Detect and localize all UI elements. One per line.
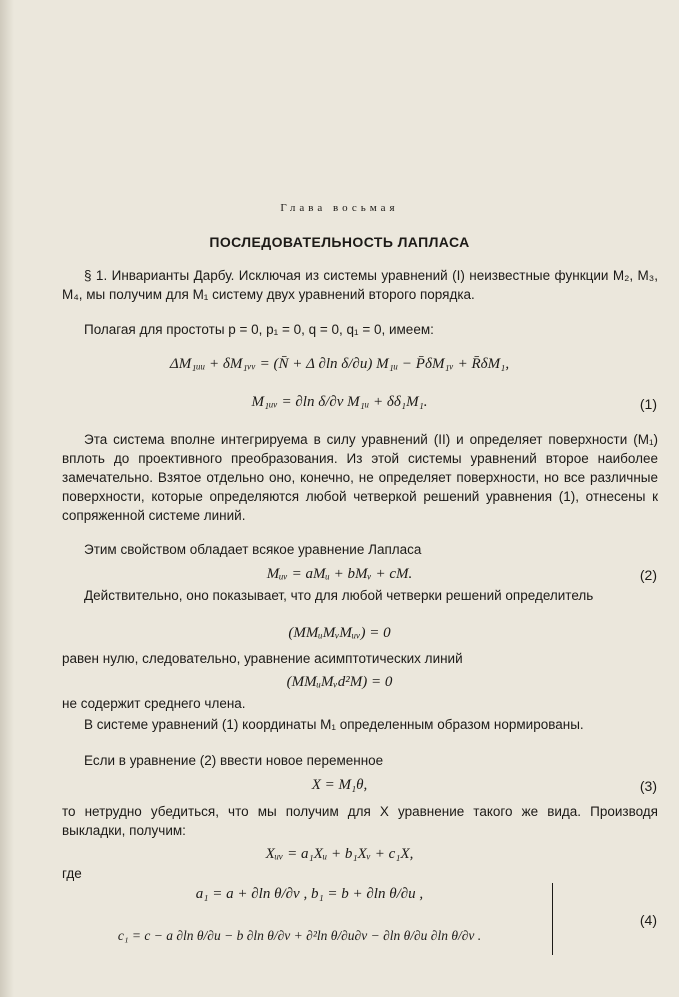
equation-number-3: (3) — [639, 778, 657, 794]
equation-determinant-2: (MMᵤMᵥd²M) = 0 — [286, 674, 393, 690]
paragraph-determinant: Действительно, оно показывает, что для любой четверки решений определитель — [84, 588, 594, 603]
line-zero: равен нулю, следовательно, уравнение асимптотических линий — [62, 651, 463, 666]
equation-determinant-1: (MMᵤMᵥMᵤᵥ) = 0 — [288, 625, 391, 641]
equation-number-2: (2) — [639, 567, 657, 583]
line-laplace-property: Этим свойством обладает всякое уравнение Лапласа — [84, 542, 422, 557]
equation-4a: a₁ = a + ∂ln θ/∂v , b₁ = b + ∂ln θ/∂u , — [195, 886, 424, 902]
equation-4b: c₁ = c − a ∂ln θ/∂u − b ∂ln θ/∂v + ∂²ln θ/∂u∂v − ∂ln θ/∂u ∂ln θ/∂v . — [117, 928, 482, 943]
line-new-variable: Если в уравнение (2) ввести новое переменное — [84, 753, 384, 768]
equation-x: Xᵤᵥ = a₁Xᵤ + b₁Xᵥ + c₁X, — [265, 846, 414, 862]
paragraph-system: Эта система вполне интегрируема в силу уравнений (II) и определяет поверхности (M₁) вплоть до проективного преобразования. Из этой системы уравнений второе наиболее замечательно. Взятое отдельно оно, конечно, не определяет поверхности, но все различные поверхности, которые определяются любой четверкой решений уравнения (1), отнесены к сопряженной системе линий. — [62, 432, 658, 523]
line-assumption: Полагая для простоты p = 0, p₁ = 0, q = 0, q₁ = 0, имеем: — [84, 322, 434, 337]
paragraph-normalized: В системе уравнений (1) координаты M₁ определенным образом нормированы. — [84, 717, 584, 732]
equation-1a: ΔM₁ᵤᵤ + δM₁ᵥᵥ = (N̄ + Δ ∂ln δ/∂u) M₁ᵤ − P̄δM₁ᵥ + R̄δM₁, — [169, 356, 510, 372]
paragraph-intro: § 1. Инварианты Дарбу. Исключая из системы уравнений (I) неизвестные функции M₂, M₃, M₄, мы получим для M₁ систему двух уравнений второго порядка. — [62, 268, 658, 302]
equation-number-1: (1) — [639, 396, 657, 412]
equation-number-4: (4) — [639, 912, 657, 928]
equation-brace — [552, 883, 559, 955]
section-title: ПОСЛЕДОВАТЕЛЬНОСТЬ ЛАПЛАСА — [209, 234, 470, 250]
paragraph-same-form: то нетрудно убедиться, что мы получим для X уравнение такого же вида. Производя выкладки, получим: — [62, 804, 658, 838]
equation-2: Mᵤᵥ = aMᵤ + bMᵥ + cM. — [266, 566, 413, 582]
line-no-middle-term: не содержит среднего члена. — [62, 696, 246, 711]
label-where: где — [62, 866, 82, 881]
equation-3: X = M₁θ, — [311, 777, 368, 793]
chapter-heading: Глава восьмая — [280, 202, 399, 214]
equation-1b: M₁ᵤᵥ = ∂ln δ/∂v M₁ᵤ + δδ₁M₁. — [251, 394, 428, 410]
